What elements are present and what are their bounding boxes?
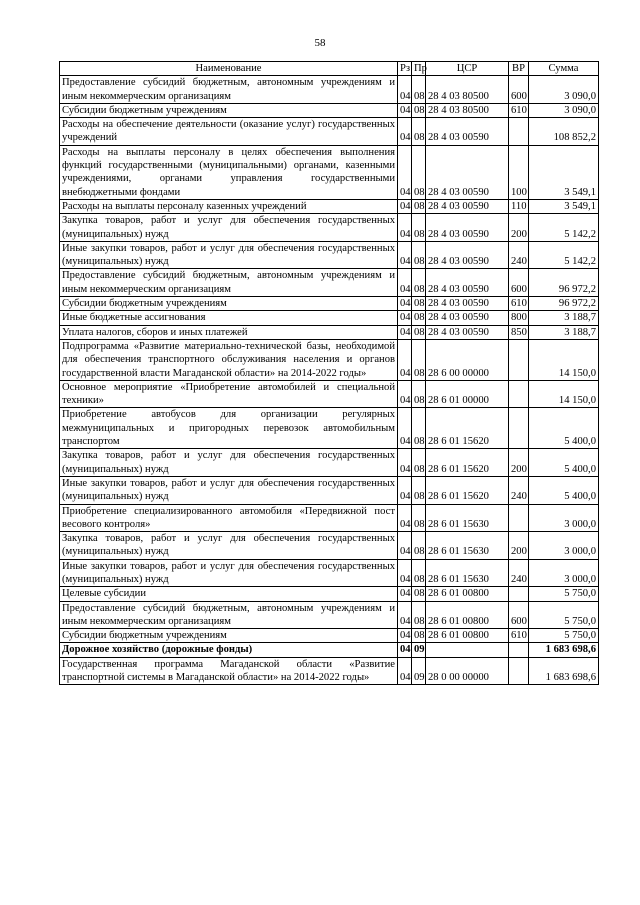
cell-vr: 610 xyxy=(509,103,529,117)
cell-vr: 600 xyxy=(509,601,529,629)
cell-pr: 08 xyxy=(412,601,426,629)
cell-pr: 08 xyxy=(412,559,426,587)
cell-vr xyxy=(509,339,529,380)
cell-sum: 14 150,0 xyxy=(529,339,599,380)
cell-csr: 28 6 01 00800 xyxy=(426,629,509,643)
table-row xyxy=(60,118,599,146)
cell-vr xyxy=(509,408,529,449)
cell-pr: 08 xyxy=(412,214,426,242)
cell-pr: 08 xyxy=(412,269,426,297)
cell-name: Субсидии бюджетным учреждениям xyxy=(60,103,398,117)
cell-name: Закупка товаров, работ и услуг для обеспечения государственных (муниципальных) нужд xyxy=(60,449,398,477)
cell-pr: 08 xyxy=(412,311,426,325)
cell-sum: 5 400,0 xyxy=(529,476,599,504)
cell-name: Иные бюджетные ассигнования xyxy=(60,311,398,325)
cell-vr xyxy=(509,504,529,532)
table-row xyxy=(60,643,599,657)
cell-rz: 04 xyxy=(398,325,412,339)
cell-rz: 04 xyxy=(398,214,412,242)
cell-rz: 04 xyxy=(398,449,412,477)
cell-sum: 5 142,2 xyxy=(529,241,599,269)
budget-table xyxy=(59,61,599,685)
cell-rz: 04 xyxy=(398,269,412,297)
cell-csr: 28 6 01 15620 xyxy=(426,476,509,504)
cell-vr: 240 xyxy=(509,476,529,504)
cell-name: Дорожное хозяйство (дорожные фонды) xyxy=(60,643,398,657)
cell-csr: 28 4 03 00590 xyxy=(426,241,509,269)
table-row xyxy=(60,76,599,104)
cell-rz: 04 xyxy=(398,559,412,587)
cell-rz: 04 xyxy=(398,339,412,380)
cell-sum: 3 188,7 xyxy=(529,311,599,325)
table-row xyxy=(60,214,599,242)
cell-csr: 28 0 00 00000 xyxy=(426,657,509,685)
cell-pr: 08 xyxy=(412,199,426,213)
cell-csr: 28 6 01 15620 xyxy=(426,408,509,449)
cell-csr: 28 4 03 00590 xyxy=(426,311,509,325)
cell-sum: 5 750,0 xyxy=(529,601,599,629)
cell-sum: 3 090,0 xyxy=(529,76,599,104)
table-row xyxy=(60,476,599,504)
cell-name: Закупка товаров, работ и услуг для обеспечения государственных (муниципальных) нужд xyxy=(60,214,398,242)
cell-vr: 600 xyxy=(509,76,529,104)
cell-csr: 28 4 03 00590 xyxy=(426,199,509,213)
cell-name: Подпрограмма «Развитие материально-технической базы, необходимой для обеспечения транспортного обслуживания населения и органов государственной власти Магаданской области» на 2014-2022 годы» xyxy=(60,339,398,380)
cell-csr: 28 4 03 00590 xyxy=(426,118,509,146)
cell-name: Расходы на выплаты персоналу в целях обеспечения выполнения функций государственными (муниципальными) органами, казенными учреждениями, органами управления государственными внебюджетными фондами xyxy=(60,145,398,199)
cell-csr: 28 4 03 00590 xyxy=(426,145,509,199)
header-vr: ВР xyxy=(509,62,529,76)
cell-csr: 28 6 01 15630 xyxy=(426,559,509,587)
cell-name: Иные закупки товаров, работ и услуг для обеспечения государственных (муниципальных) нужд xyxy=(60,559,398,587)
cell-name: Государственная программа Магаданской области «Развитие транспортной системы в Магаданской области» на 2014-2022 годы» xyxy=(60,657,398,685)
cell-csr: 28 4 03 00590 xyxy=(426,325,509,339)
cell-name: Предоставление субсидий бюджетным, автономным учреждениям и иным некоммерческим организациям xyxy=(60,76,398,104)
cell-sum: 3 549,1 xyxy=(529,199,599,213)
cell-csr: 28 4 03 00590 xyxy=(426,269,509,297)
cell-sum: 5 400,0 xyxy=(529,408,599,449)
cell-pr: 08 xyxy=(412,145,426,199)
cell-rz: 04 xyxy=(398,408,412,449)
table-row xyxy=(60,380,599,408)
cell-vr: 800 xyxy=(509,311,529,325)
cell-pr: 08 xyxy=(412,118,426,146)
header-rz: Рз xyxy=(398,62,412,76)
cell-name: Приобретение специализированного автомобиля «Передвижной пост весового контроля» xyxy=(60,504,398,532)
cell-pr: 08 xyxy=(412,476,426,504)
table-row xyxy=(60,504,599,532)
cell-rz: 04 xyxy=(398,199,412,213)
cell-vr xyxy=(509,118,529,146)
cell-pr: 08 xyxy=(412,504,426,532)
cell-sum: 5 750,0 xyxy=(529,587,599,601)
cell-sum: 14 150,0 xyxy=(529,380,599,408)
cell-vr: 240 xyxy=(509,559,529,587)
cell-pr: 08 xyxy=(412,408,426,449)
cell-vr: 200 xyxy=(509,532,529,560)
table-body xyxy=(60,76,599,685)
cell-sum: 3 000,0 xyxy=(529,532,599,560)
table-row xyxy=(60,297,599,311)
table-row xyxy=(60,339,599,380)
cell-rz: 04 xyxy=(398,145,412,199)
cell-rz: 04 xyxy=(398,587,412,601)
cell-vr: 240 xyxy=(509,241,529,269)
table-row xyxy=(60,408,599,449)
cell-pr: 08 xyxy=(412,339,426,380)
cell-pr: 08 xyxy=(412,103,426,117)
cell-rz: 04 xyxy=(398,103,412,117)
cell-rz: 04 xyxy=(398,297,412,311)
cell-vr: 610 xyxy=(509,297,529,311)
cell-csr: 28 6 01 15630 xyxy=(426,532,509,560)
cell-csr xyxy=(426,643,509,657)
cell-rz: 04 xyxy=(398,311,412,325)
cell-name: Иные закупки товаров, работ и услуг для обеспечения государственных (муниципальных) нужд xyxy=(60,241,398,269)
cell-pr: 08 xyxy=(412,325,426,339)
cell-sum: 1 683 698,6 xyxy=(529,643,599,657)
table-row xyxy=(60,199,599,213)
cell-pr: 08 xyxy=(412,76,426,104)
cell-sum: 3 090,0 xyxy=(529,103,599,117)
cell-sum: 3 549,1 xyxy=(529,145,599,199)
cell-csr: 28 4 03 00590 xyxy=(426,214,509,242)
header-pr: Пр xyxy=(412,62,426,76)
cell-csr: 28 4 03 80500 xyxy=(426,103,509,117)
header-name: Наименование xyxy=(60,62,398,76)
cell-name: Субсидии бюджетным учреждениям xyxy=(60,297,398,311)
cell-rz: 04 xyxy=(398,629,412,643)
cell-rz: 04 xyxy=(398,504,412,532)
cell-sum: 3 000,0 xyxy=(529,559,599,587)
table-row xyxy=(60,559,599,587)
table-row xyxy=(60,532,599,560)
cell-rz: 04 xyxy=(398,76,412,104)
table-row xyxy=(60,587,599,601)
cell-name: Закупка товаров, работ и услуг для обеспечения государственных (муниципальных) нужд xyxy=(60,532,398,560)
cell-vr: 850 xyxy=(509,325,529,339)
table-row xyxy=(60,657,599,685)
cell-pr: 08 xyxy=(412,449,426,477)
cell-rz: 04 xyxy=(398,601,412,629)
cell-csr: 28 4 03 00590 xyxy=(426,297,509,311)
cell-vr: 200 xyxy=(509,214,529,242)
cell-csr: 28 6 01 15630 xyxy=(426,504,509,532)
cell-rz: 04 xyxy=(398,657,412,685)
cell-rz: 04 xyxy=(398,241,412,269)
cell-sum: 96 972,2 xyxy=(529,269,599,297)
cell-rz: 04 xyxy=(398,118,412,146)
cell-sum: 5 750,0 xyxy=(529,629,599,643)
cell-name: Приобретение автобусов для организации регулярных межмуниципальных и пригородных перевозок автомобильным транспортом xyxy=(60,408,398,449)
table-row xyxy=(60,269,599,297)
cell-csr: 28 6 00 00000 xyxy=(426,339,509,380)
table-header-row xyxy=(60,62,599,76)
cell-sum: 3 188,7 xyxy=(529,325,599,339)
table-row xyxy=(60,103,599,117)
cell-name: Уплата налогов, сборов и иных платежей xyxy=(60,325,398,339)
cell-sum: 3 000,0 xyxy=(529,504,599,532)
cell-vr: 100 xyxy=(509,145,529,199)
cell-vr xyxy=(509,380,529,408)
table-row xyxy=(60,325,599,339)
cell-vr: 600 xyxy=(509,269,529,297)
cell-rz: 04 xyxy=(398,476,412,504)
cell-vr: 200 xyxy=(509,449,529,477)
cell-pr: 08 xyxy=(412,532,426,560)
cell-rz: 04 xyxy=(398,643,412,657)
table-row xyxy=(60,629,599,643)
cell-name: Субсидии бюджетным учреждениям xyxy=(60,629,398,643)
cell-sum: 96 972,2 xyxy=(529,297,599,311)
cell-vr xyxy=(509,587,529,601)
table-row xyxy=(60,449,599,477)
cell-sum: 5 142,2 xyxy=(529,214,599,242)
cell-pr: 08 xyxy=(412,297,426,311)
cell-rz: 04 xyxy=(398,380,412,408)
cell-name: Предоставление субсидий бюджетным, автономным учреждениям и иным некоммерческим организациям xyxy=(60,269,398,297)
cell-vr xyxy=(509,643,529,657)
cell-vr: 610 xyxy=(509,629,529,643)
cell-name: Расходы на выплаты персоналу казенных учреждений xyxy=(60,199,398,213)
cell-pr: 09 xyxy=(412,657,426,685)
cell-sum: 1 683 698,6 xyxy=(529,657,599,685)
cell-pr: 08 xyxy=(412,241,426,269)
page-number: 58 xyxy=(314,37,326,49)
cell-csr: 28 6 01 15620 xyxy=(426,449,509,477)
cell-vr xyxy=(509,657,529,685)
cell-name: Основное мероприятие «Приобретение автомобилей и специальной техники» xyxy=(60,380,398,408)
cell-csr: 28 6 01 00000 xyxy=(426,380,509,408)
cell-sum: 5 400,0 xyxy=(529,449,599,477)
cell-rz: 04 xyxy=(398,532,412,560)
cell-pr: 08 xyxy=(412,629,426,643)
header-sum: Сумма xyxy=(529,62,599,76)
cell-name: Расходы на обеспечение деятельности (оказание услуг) государственных учреждений xyxy=(60,118,398,146)
cell-pr: 09 xyxy=(412,643,426,657)
cell-vr: 110 xyxy=(509,199,529,213)
cell-csr: 28 6 01 00800 xyxy=(426,601,509,629)
cell-pr: 08 xyxy=(412,380,426,408)
cell-name: Иные закупки товаров, работ и услуг для обеспечения государственных (муниципальных) нужд xyxy=(60,476,398,504)
cell-csr: 28 6 01 00800 xyxy=(426,587,509,601)
cell-sum: 108 852,2 xyxy=(529,118,599,146)
header-csr: ЦСР xyxy=(426,62,509,76)
table-row xyxy=(60,145,599,199)
table-row xyxy=(60,601,599,629)
cell-name: Предоставление субсидий бюджетным, автономным учреждениям и иным некоммерческим организациям xyxy=(60,601,398,629)
table-row xyxy=(60,311,599,325)
cell-csr: 28 4 03 80500 xyxy=(426,76,509,104)
table-row xyxy=(60,241,599,269)
cell-name: Целевые субсидии xyxy=(60,587,398,601)
cell-pr: 08 xyxy=(412,587,426,601)
